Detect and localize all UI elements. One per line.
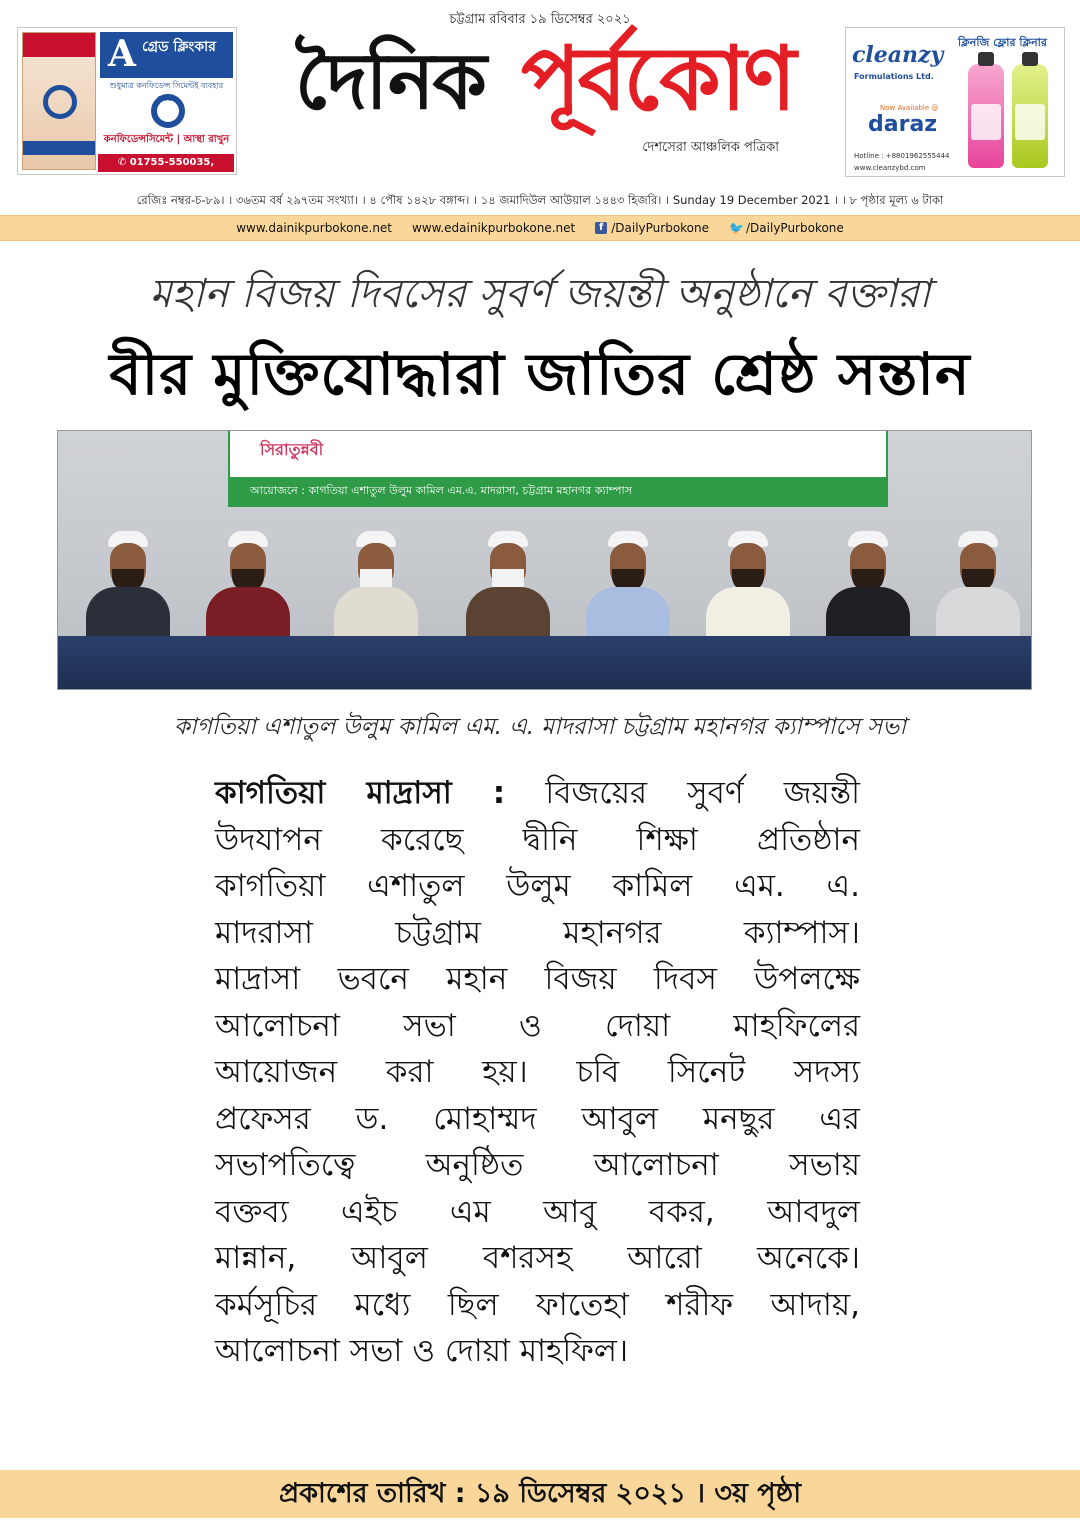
- cement-bag-image: [22, 32, 96, 170]
- ad-phone: ✆ 01755-550035, 01755-550036: [98, 154, 234, 172]
- person-4: [458, 531, 558, 651]
- table-cloth: [58, 636, 1031, 690]
- cleanzy-advertisement[interactable]: [845, 27, 1065, 177]
- facebook-handle: /DailyPurbokone: [611, 221, 710, 235]
- newspaper-nameplate: [295, 26, 794, 156]
- article-line: সভাপতিত্বে অনুষ্ঠিত আলোচনা সভায়: [215, 1147, 860, 1183]
- banner-title: সিরাতুন্নবী: [260, 440, 324, 459]
- article-line: বক্তব্য এইচ এম আবু বকর, আবদুল: [215, 1193, 860, 1230]
- article-line: কাগতিয়া মাদ্রাসা : বিজয়ের সুবর্ণ জয়ন্তী: [215, 775, 861, 811]
- ad-grade-text: গ্রেড ক্লিংকার: [142, 39, 216, 55]
- person-5: [578, 531, 678, 651]
- cleanzy-web: www.cleanzybd.com: [854, 164, 926, 172]
- person-1: [78, 531, 178, 651]
- website-link[interactable]: www.dainikpurbokone.net: [236, 221, 393, 235]
- ad-grade-letter: A: [108, 33, 136, 75]
- green-bottle-image: [1012, 64, 1048, 168]
- facebook-link[interactable]: [595, 221, 709, 235]
- daraz-logo: daraz: [868, 112, 938, 137]
- ad-tagline: শুধুমাত্র কনফিডেন্স সিমেন্টই ব্যবহার করছে: [109, 81, 224, 103]
- article-line: মাদরাসা চট্টগ্রাম মহানগর ক্যাম্পাস।: [215, 914, 860, 951]
- ad-brand: কনফিডেন্সসিমেন্ট | আস্থা রাখুন: [103, 134, 230, 145]
- article-line: মাদ্রাসা ভবনে মহান বিজয় দিবস উপলক্ষে: [215, 961, 860, 997]
- dateline: চট্টগ্রাম রবিবার ১৯ ডিসেম্বর ২০২১: [449, 12, 631, 27]
- article-line: আলোচনা সভা ও দোয়া মাহফিলের: [215, 1007, 860, 1044]
- article-line: মান্নান, আবুল বশরসহ আরো অনেকে।: [215, 1240, 860, 1276]
- registration-line: রেজিঃ নম্বর-চ-৮৯। । ৩৬তম বর্ষ ২৯৭তম সংখ্যা। । ৪ পৌষ ১৪২৮ বঙ্গাব্দ। । ১৪ জমাদিউল আউয়াল ১৪৪৩ হিজরি। । Sunday 19 December 2021 । । ৮ পৃষ্ঠার মূল্য ৬ টাকা: [136, 193, 944, 207]
- article-line: আলোচনা সভা ও দোয়া মাহফিল।: [215, 1333, 629, 1369]
- epaper-link[interactable]: www.edainikpurbokone.net: [412, 221, 576, 235]
- banner-organizer: আয়োজনে : কাগতিয়া এশাতুল উলুম কামিল এম.এ. মাদরাসা, চট্টগ্রাম মহানগর ক্যাম্পাস: [230, 477, 886, 505]
- twitter-icon: 🐦: [729, 221, 744, 235]
- person-3: [326, 531, 426, 651]
- photo-caption: কাগতিয়া এশাতুল উলুম কামিল এম. এ. মাদরাসা চট্টগ্রাম মহানগর ক্যাম্পাসে সভা: [173, 714, 907, 740]
- ad-grade-banner: [100, 32, 233, 78]
- person-2: [198, 531, 298, 651]
- article-line: উদযাপন করেছে দ্বীনি শিক্ষা প্রতিষ্ঠান: [215, 821, 860, 858]
- article-line: কর্মসূচির মধ্যে ছিল ফাতেহা শরীফ আদায়,: [215, 1286, 860, 1323]
- facebook-icon: f: [595, 222, 607, 234]
- article-line: কাগতিয়া এশাতুল উলুম কামিল এম. এ.: [215, 868, 860, 904]
- pink-bottle-image: [968, 64, 1004, 168]
- person-7: [818, 531, 918, 651]
- event-banner: [228, 431, 888, 507]
- nameplate-purbokone: পূর্বকোণ: [521, 27, 794, 130]
- publication-footer: প্রকাশের তারিখ : ১৯ ডিসেম্বর ২০২১ । ৩য় পৃষ্ঠা: [0, 1470, 1080, 1518]
- nameplate-dainik: দৈনিক: [295, 37, 485, 127]
- person-8: [928, 531, 1028, 651]
- article-body: [215, 770, 860, 1375]
- twitter-link[interactable]: [729, 221, 844, 235]
- article-kicker: মহান বিজয় দিবসের সুবর্ণ জয়ন্তী অনুষ্ঠানে বক্তারা: [149, 271, 931, 317]
- article-photo: [57, 430, 1032, 690]
- nameplate-tagline: দেশসেরা আঞ্চলিক পত্রিকা: [642, 140, 779, 155]
- article-line: প্রফেসর ড. মোহাম্মদ আবুল মনছুর এর: [215, 1100, 860, 1137]
- twitter-handle: /DailyPurbokone: [746, 221, 844, 235]
- masthead: [0, 0, 1080, 190]
- article-line: আয়োজন করা হয়। চবি সিনেট সদস্য: [215, 1054, 860, 1090]
- cleanzy-subtitle: Formulations Ltd.: [854, 72, 934, 81]
- available-text: Now Available @: [880, 104, 939, 112]
- confidence-logo-icon: [151, 94, 185, 128]
- person-6: [698, 531, 798, 651]
- links-bar: [0, 215, 1080, 241]
- article-lead: কাগতিয়া মাদ্রাসা :: [215, 775, 506, 811]
- cement-advertisement[interactable]: [17, 27, 237, 186]
- cleanzy-hotline: Hotline : +8801962555444: [854, 152, 950, 160]
- cleanzy-product: ক্লিনজি ফ্লোর ক্লিনার: [958, 36, 1047, 49]
- cleanzy-logo: cleanzy: [852, 42, 944, 68]
- article-headline: বীর মুক্তিযোদ্ধারা জাতির শ্রেষ্ঠ সন্তান: [109, 340, 971, 408]
